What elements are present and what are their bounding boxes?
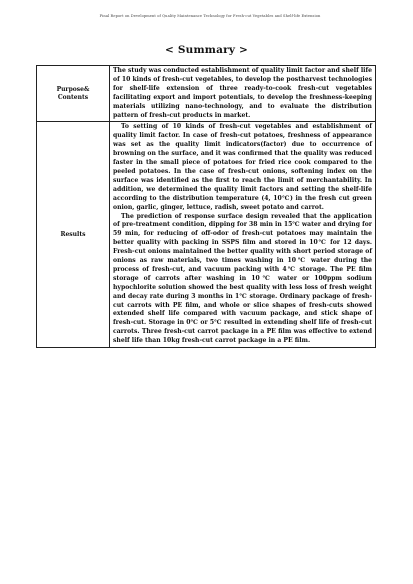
row-label-purpose [37,66,110,122]
row-label-line: Contents [57,93,89,101]
content-paragraph: The study was conducted establishment of quality limit factor and shelf life of 10 kinds of fresh-cut vegetables, to develop the postharvest technologies for shelf-life extension of three ready-to-cook fresh-cut vegetables facilitating export and import potentials, to develop the freshness-keeping materials utilizing nano-technology, and to evaluate the distribution pattern of fresh-cut products in market. [113,67,372,119]
summary-table [36,65,376,348]
page-header: Final Report on Development of Quality Maintenance Technology for Fresh-cut Vegetables and Shelf-life Extension [99,14,321,18]
table-row-results [37,122,376,348]
content-paragraph: The prediction of response surface design revealed that the application of pre-treatment condition, dipping for 38 min in 15℃ water and drying for 59 min, for reducing of off-odor of fresh-cut potatoes may maintain the better quality with packing in SSPS film and stored in 10℃ for 12 days. Fresh-cut onions maintained the better quality with short period storage of onions as raw materials, two times washing in 10℃ water during the process of fresh-cut, and vacuum packing with 4℃ storage. The PE film storage of carrots after washing in 10℃ water or 100ppm sodium hypochlorite solution showed the best quality with less loss of fresh weight and decay rate during 3 months in 1℃ storage. Ordinary package of fresh-cut carrots with PE film, and whole or slice shapes of fresh-cuts showed extended shelf life compared with vacuum package, and stick shape of fresh-cut. Storage in 0℃ or 5℃ resulted in extending shelf life of fresh-cut carrots. Three fresh-cut carrot package in a PE film was effective to extend shelf life than 10kg fresh-cut carrot package in a PE film. [113,212,372,345]
row-label-line: Purpose& [56,85,90,93]
page-title: < Summary > [165,44,248,56]
row-content-purpose [110,66,376,122]
row-label-line: Results [60,230,86,238]
row-content-results [110,122,376,348]
content-paragraph: To setting of 10 kinds of fresh-cut vegetables and establishment of quality limit factor. In case of fresh-cut potatoes, freshness of appearance was set as the quality limit indicators(factor) due to occurrence of browning on the surface, and it was confirmed that the quality was reduced faster in the small piece of potatoes for fried rice cook compared to the peeled potatoes. In the case of fresh-cut onions, softening index on the surface was identified as the first to reach the limit of merchantability. In addition, we determined the quality limit factors and setting the shelf-life according to the distribution temperature (4, 10℃) in the fresh cut green onion, garlic, ginger, lettuce, radish, sweet potato and carrot. [113,123,372,211]
row-label-results [37,122,110,348]
table-row-purpose [37,66,376,122]
